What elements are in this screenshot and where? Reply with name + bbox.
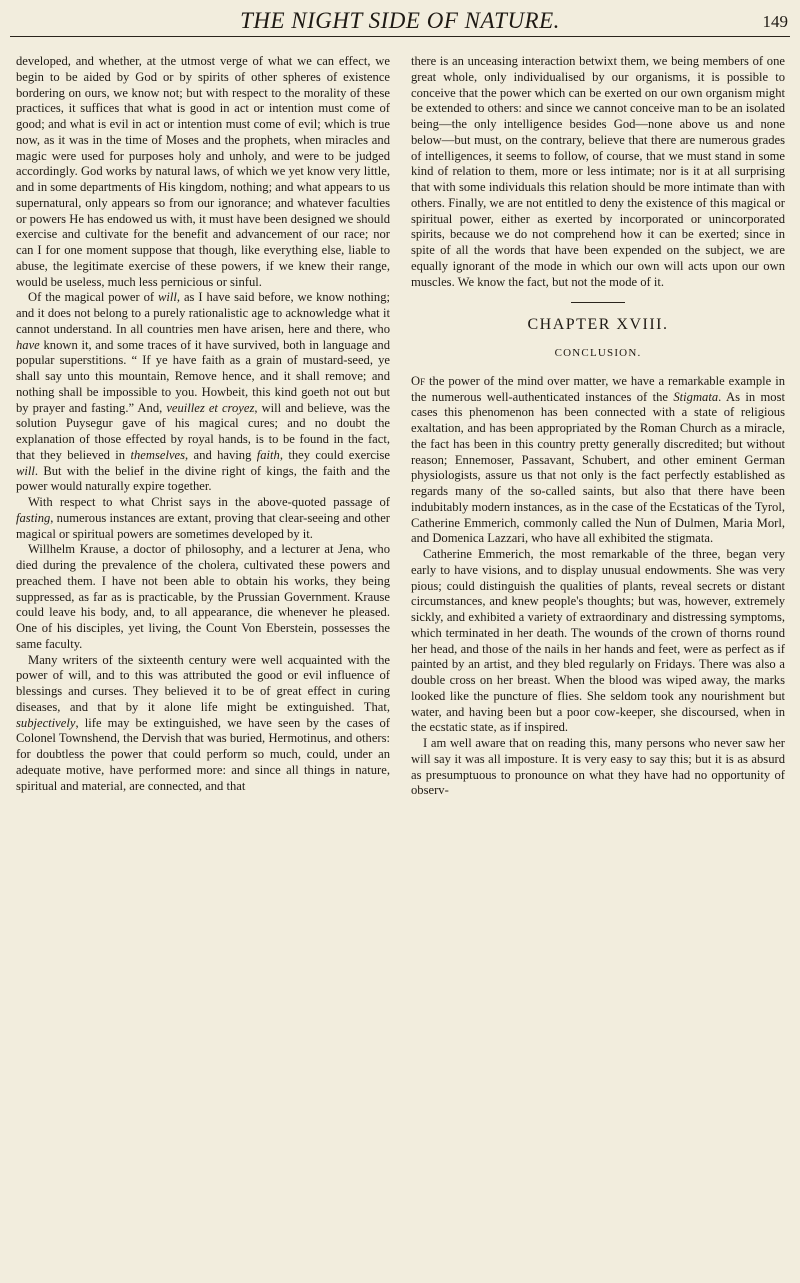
- running-head: [0, 6, 800, 36]
- right-paragraph-3: Catherine Emmerich, the most remarkable of the three, began very early to have visions, and to display unusual endowments. She was very pious; could distinguish the qualities of plants, reveal secrets or distant circumstances, and knew people's thoughts; but was, however, extremely sickly, and exhibited a variety of extraordinary and distressing symptoms, which terminated in her death. The wounds of the crown of thorns round her head, and those of the nails in her hands and feet, were as perfect as if painted by an artist, and they bled regularly on Fridays. There was also a double cross on her breast. When the blood was wiped away, the marks looked like the puncture of flies. She seldom took any nourishment but water, and having been but a poor cow-keeper, she discoursed, when in the ecstatic state, as if inspired.: [411, 547, 785, 735]
- page-number: 149: [762, 12, 788, 31]
- right-paragraph-1: there is an unceasing interaction betwixt them, we being members of one great whole, only individualised by our organisms, it is possible to conceive that the power which can be exerted on our own organism might be extended to others: and since we cannot conceive man to be an isolated being—the only intelligence besides God—none above us and none below—but must, on the contrary, believe that there are numerous grades of intelligences, it seems to follow, of course, that we must stand in some kind of relation to them, more or less intimate; nor is it at all surprising that with some individuals this relation should be more intimate than with others. Finally, we are not entitled to deny the existence of this magical or spiritual power, either as exerted by incorporated or unincorporated spirits, because we do not comprehend how it can be exerted; since in spite of all the words that have been expended on the subject, we are equally ignorant of the mode in which our own will acts upon our own muscles. We know the fact, but not the mode of it.: [411, 54, 785, 289]
- left-paragraph-3: With respect to what Christ says in the above-quoted passage of fasting, numerous instances are extant, proving that clear-seeing and other magical or spiritual powers are sometimes developed by it.: [16, 495, 390, 541]
- left-paragraph-2: Of the magical power of will, as I have said before, we know nothing; and it does not belong to a purely rationalistic age to acknowledge what it cannot understand. In all countries men have arisen, here and there, who have known it, and some traces of it have survived, both in language and popular superstitions. “ If ye have faith as a grain of mustard-seed, ye shall say unto this mountain, Remove hence, and it shall remove; and nothing shall be impossible to you. Howbeit, this kind goeth not out but by prayer and fasting.” And, veuillez et croyez, will and believe, was the solution Puysegur gave of his magical cures; and no doubt the explanation of those effected by royal hands, is to be found in the fact, that they believed in themselves, and having faith, they could exercise will. But with the belief in the divine right of kings, the faith and the power would naturally expire together.: [16, 290, 391, 494]
- header-rule: [10, 36, 790, 37]
- running-head-title: THE NIGHT SIDE OF NATURE.: [240, 8, 560, 33]
- left-paragraph-5: Many writers of the sixteenth century were well acquainted with the power of will, and to this was attributed the good or evil influence of blessings and curses. They believed it to be of great effect in curing diseases, and that by it alone life might be extinguished. That, subjectively, life may be extinguished, we have seen by the cases of Colonel Townshend, the Dervish that was buried, Hermotinus, and others: for doubtless the power that could perform so much, could, under an adequate motive, have performed more: and since all things in nature, spiritual and material, are connected, and that: [16, 652, 390, 793]
- left-paragraph-4: Willhelm Krause, a doctor of philosophy, and a lecturer at Jena, who died during the prevalence of the cholera, cultivated these powers and preached them. I have not been able to obtain his works, they being suppressed, as far as is practicable, by the Prussian Government. Krause could leave his body, and, to all appearance, die whenever he pleased. One of his disciples, yet living, the Count Von Eberstein, possesses the same faculty.: [16, 542, 390, 651]
- chapter-subtitle: CONCLUSION.: [554, 347, 642, 359]
- right-paragraph-4: I am well aware that on reading this, many persons who never saw her will say it was all imposture. It is very easy to say this; but it is as absurd as presumptuous to pronounce on what they have had no opportunity of observ-: [411, 736, 785, 798]
- left-paragraph-1: developed, and whether, at the utmost verge of what we can effect, we begin to be aided by God or by spirits of other spheres of existence bordering on ours, we know not; but with respect to the morality of these practices, it suffices that what is good in act or intention must come of good; and what is evil in act or intention must come of evil; which is true now, as it was in the time of Moses and the prophets, when miracles and magic were used for purposes holy and unholy, and were to be judged accordingly. God works by natural laws, of which we yet know very little, and in some departments of His kingdom, nothing; and what appears to us supernatural, only appears so from our ignorance; and whatever faculties or powers He has endowed us with, it must have been designed we should exercise and cultivate for the benefit and advancement of our race; nor can I for one moment suppose that though, like everything else, liable to abuse, the legitimate exercise of these powers, if we knew their range, would be useless, much less pernicious or sinful.: [16, 54, 390, 289]
- section-divider: [571, 302, 625, 303]
- chapter-title: CHAPTER XVIII.: [527, 316, 669, 334]
- right-paragraph-2: Of the power of the mind over matter, we have a remarkable example in the numerous well-authenticated instances of the Stigmata. As in most cases this phenomenon has been connected with a state of religious exaltation, and has been appropriated by the Roman Church as a miracle, the fact has been in this country pretty generally discredited; but without reason; Ennemoser, Passavant, Schubert, and other eminent German physiologists, assure us that not only is the fact perfectly established as regards many of the so-called saints, but also that there have been indubitably modern instances, as in the case of the Ecstaticas of the Tyrol, Catherine Emmerich, commonly called the Nun of Dulmen, Maria Morl, and Domenica Lazzari, who have all exhibited the stigmata.: [411, 373, 786, 546]
- right-column: [411, 54, 785, 799]
- left-column: [16, 54, 390, 794]
